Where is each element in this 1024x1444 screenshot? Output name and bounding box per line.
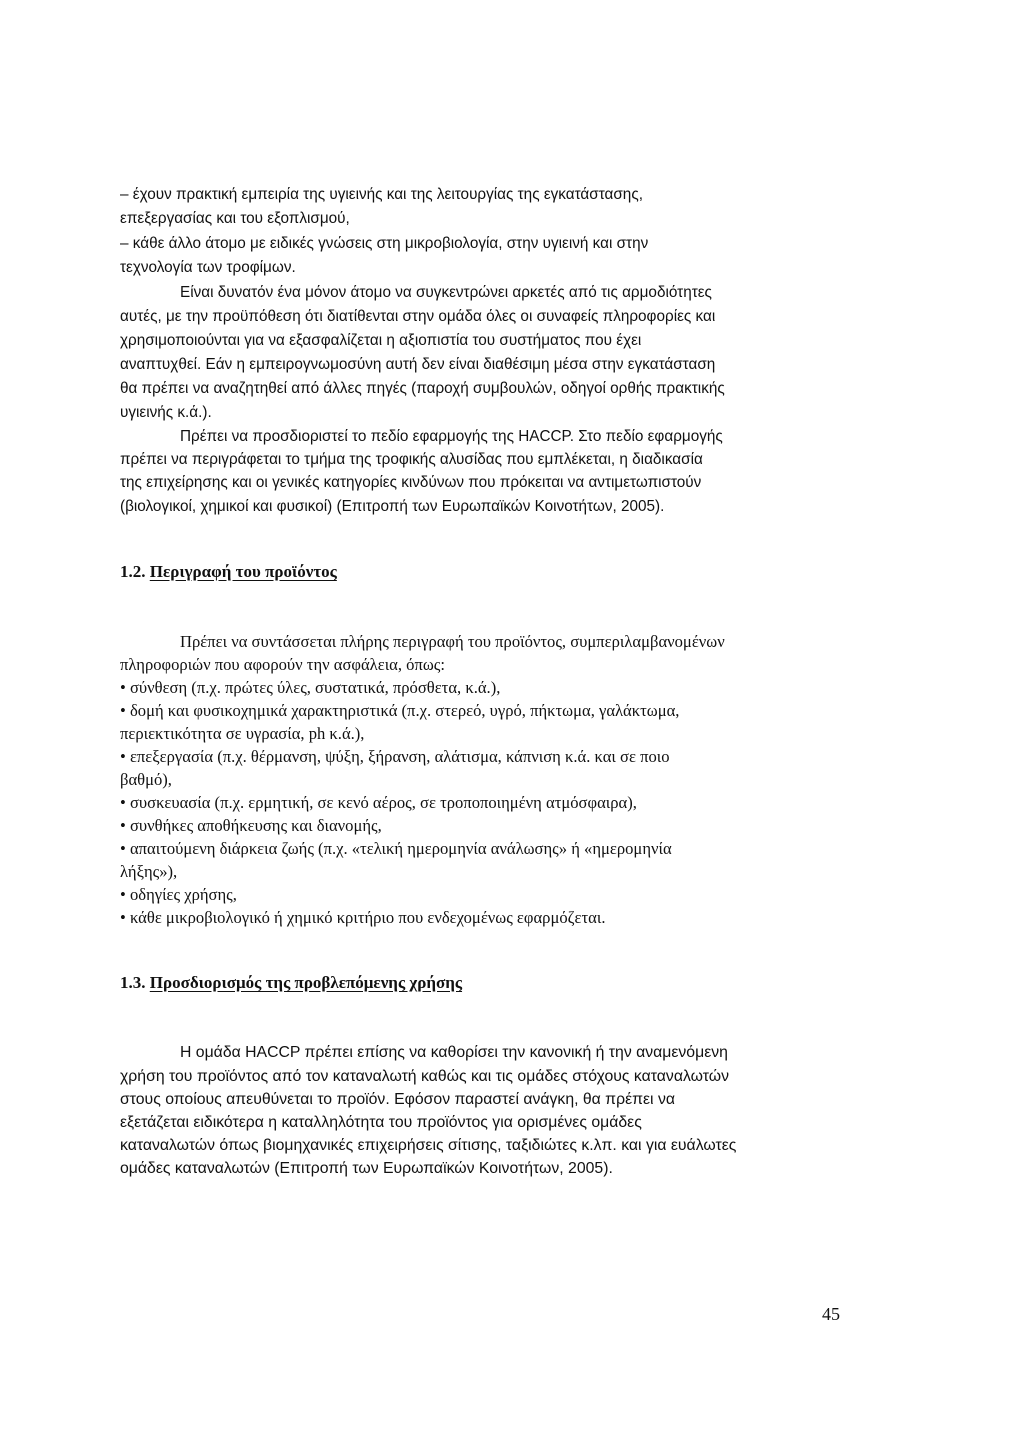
section-title: Προσδιορισμός της προβλεπόμενης χρήσης <box>149 973 463 992</box>
text-line: λήξης»), <box>120 862 178 881</box>
text-line: – έχουν πρακτική εμπειρία της υγιεινής και της λειτουργίας της εγκατάστασης, <box>120 186 643 203</box>
text-line: Η ομάδα HACCP πρέπει επίσης να καθορίσει την κανονική ή την αναμενόμενη <box>180 1044 728 1061</box>
text-line: Πρέπει να προσδιοριστεί το πεδίο εφαρμογής της HACCP. Στο πεδίο εφαρμογής <box>180 428 723 445</box>
list-item: • κάθε μικροβιολογικό ή χημικό κριτήριο που ενδεχομένως εφαρμόζεται. <box>120 908 606 927</box>
text-line: – κάθε άλλο άτομο με ειδικές γνώσεις στη μικροβιολογία, στην υγιεινή και στην <box>120 235 649 252</box>
text-line: βαθμό), <box>120 770 172 789</box>
section-heading <box>120 563 337 580</box>
section-heading <box>120 974 462 991</box>
list-item: • συσκευασία (π.χ. ερμητική, σε κενό αέρος, σε τροποποιημένη ατμόσφαιρα), <box>120 793 637 812</box>
text-line: ομάδες καταναλωτών (Επιτροπή των Ευρωπαϊκών Κοινοτήτων, 2005). <box>120 1160 613 1177</box>
text-line: πρέπει να περιγράφεται το τμήμα της τροφικής αλυσίδας που εμπλέκεται, η διαδικασία <box>120 451 703 468</box>
text-line: αυτές, με την προϋπόθεση ότι διατίθενται στην ομάδα όλες οι συναφείς πληροφορίες και <box>120 308 716 325</box>
text-line: της επιχείρησης και οι γενικές κατηγορίες κινδύνων που πρόκειται να αντιμετωπιστούν <box>120 474 702 491</box>
text-line: χρησιμοποιούνται για να εξασφαλίζεται η αξιοπιστία του συστήματος που έχει <box>120 332 642 349</box>
text-line: στους οποίους απευθύνεται το προϊόν. Εφόσον παραστεί ανάγκη, θα πρέπει να <box>120 1091 675 1108</box>
list-item: • σύνθεση (π.χ. πρώτες ύλες, συστατικά, πρόσθετα, κ.ά.), <box>120 678 501 697</box>
section-number: 1.2. <box>120 562 146 581</box>
section-number: 1.3. <box>120 973 146 992</box>
list-item: • συνθήκες αποθήκευσης και διανομής, <box>120 816 382 835</box>
text-line: καταναλωτών όπως βιομηχανικές επιχειρήσεις σίτισης, ταξιδιώτες κ.λπ. και για ευάλωτες <box>120 1137 737 1154</box>
list-item: • δομή και φυσικοχημικά χαρακτηριστικά (π.χ. στερεό, υγρό, πήκτωμα, γαλάκτωμα, <box>120 701 680 720</box>
list-item: • απαιτούμενη διάρκεια ζωής (π.χ. «τελική ημερομηνία ανάλωσης» ή «ημερομηνία <box>120 839 672 858</box>
text-line: αναπτυχθεί. Εάν η εμπειρογνωμοσύνη αυτή δεν είναι διαθέσιμη μέσα στην εγκατάσταση <box>120 356 716 373</box>
text-line: (βιολογικοί, χημικοί και φυσικοί) (Επιτροπή των Ευρωπαϊκών Κοινοτήτων, 2005). <box>120 498 665 515</box>
text-line: υγιεινής κ.ά.). <box>120 404 212 421</box>
text-line: επεξεργασίας και του εξοπλισμού, <box>120 210 350 227</box>
list-item: • επεξεργασία (π.χ. θέρμανση, ψύξη, ξήρανση, αλάτισμα, κάπνιση κ.ά. και σε ποιο <box>120 747 670 766</box>
text-line: περιεκτικότητα σε υγρασία, ph κ.ά.), <box>120 724 365 743</box>
text-line: θα πρέπει να αναζητηθεί από άλλες πηγές (παροχή συμβουλών, οδηγοί ορθής πρακτικής <box>120 380 725 397</box>
text-line: εξετάζεται ειδικότερα η καταλληλότητα του προϊόντος για ορισμένες ομάδες <box>120 1114 642 1131</box>
text-line: τεχνολογία των τροφίμων. <box>120 259 296 276</box>
text-line: πληροφοριών που αφορούν την ασφάλεια, όπως: <box>120 655 445 674</box>
text-line: χρήση του προϊόντος από τον καταναλωτή καθώς και τις ομάδες στόχους καταναλωτών <box>120 1068 729 1085</box>
text-line: Είναι δυνατόν ένα μόνον άτομο να συγκεντρώνει αρκετές από τις αρμοδιότητες <box>180 284 712 301</box>
text-line: Πρέπει να συντάσσεται πλήρης περιγραφή του προϊόντος, συμπεριλαμβανομένων <box>180 632 725 651</box>
section-title: Περιγραφή του προϊόντος <box>149 562 337 581</box>
list-item: • οδηγίες χρήσης, <box>120 885 237 904</box>
page-number: 45 <box>822 1304 840 1324</box>
